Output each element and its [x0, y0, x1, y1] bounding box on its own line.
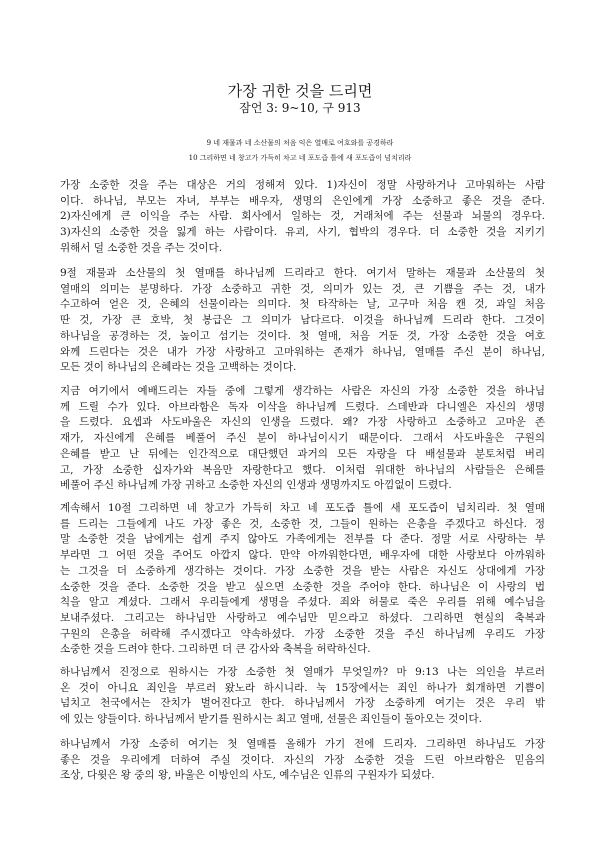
verse-line: 10 그리하면 네 창고가 가득히 차고 네 포도즙 틀에 새 포도즙이 넘치리라 [188, 154, 412, 162]
paragraph-line: 수고하여 얻은 것, 은혜의 선물이라는 의미다. 첫 타작하는 날, 고구마 처음 캔 것, 과일 처음 [60, 298, 545, 311]
paragraph-line: 에 있는 양들이다. 하나님께서 받기를 원하시는 최고 열매, 선물은 죄인들이 돌아오는 것이다. [60, 713, 483, 726]
paragraph-line: 부라면 그 어떤 것을 주어도 아깝지 않다. 만약 아까워한다면, 배우자에 대한 사랑보다 아까워하 [60, 549, 545, 562]
paragraph-line: 2)자신에게 큰 이익을 주는 사람. 회사에서 일하는 것, 거래처에 주는 선물과 뇌물의 경우다. [60, 210, 545, 223]
paragraph-line: 넘치고 천국에서는 잔치가 벌어진다고 한다. 하나님께서 가장 소중하게 여기는 것은 우리 밖 [60, 697, 545, 710]
paragraph-line: 는 그것을 더 소중하게 생각하는 것이다. 가장 소중한 것을 받는 사람은 자신도 상대에게 가장 [60, 564, 545, 577]
scripture-reference: 잠언 3: 9~10, 구 913 [239, 101, 361, 115]
paragraph-line: 조상, 다윗은 왕 중의 왕, 바울은 이방인의 사도, 예수님은 인류의 구원자가 되셨다. [60, 769, 435, 782]
paragraph-line: 하나님을 공경하는 것, 높이고 섬기는 것이다. 첫 열매, 처음 거둔 것, 가장 소중한 것을 여호 [60, 329, 545, 342]
paragraph-line: 하나님께서 가장 소중히 여기는 첫 열매를 올해가 가기 전에 드리자. 그리하면 하나님도 가장 [60, 738, 545, 750]
paragraph-line: 칙을 알고 계셨다. 그래서 우리들에게 생명을 주셨다. 죄와 허물로 죽은 우리를 위해 예수님을 [60, 596, 545, 609]
paragraph-line: 와께 드린다는 것은 내가 가장 사랑하고 고마워하는 존재가 하나님, 열매를 주신 분이 하나님, [60, 345, 545, 358]
paragraph-line: 이다. 하나님, 부모는 자녀, 부부는 배우자, 생명의 은인에게 가장 소중하고 좋은 것을 준다. [60, 194, 545, 207]
paragraph [60, 501, 545, 658]
paragraph-line: 고, 가장 소중한 십자가와 복음만 자랑한다고 했다. 이처럼 위대한 하나님의 사람들은 은혜를 [60, 463, 545, 476]
paragraph [60, 384, 545, 494]
paragraph-line: 을 드렸다. 요셉과 사도바울은 자신의 인생을 드렸다. 왜? 가장 사랑하고 소중하고 고마운 존 [60, 416, 545, 429]
paragraph-line: 소중한 것을 드려야 한다. 그리하면 더 큰 감사와 축복을 허락하신다. [60, 643, 371, 656]
paragraph-line: 온 것이 아니요 죄인을 부르러 왔노라 하시니라. 눅 15장에서는 죄인 하나가 회개하면 기쁨이 [60, 681, 545, 694]
paragraph [60, 178, 545, 257]
paragraph-line: 를 드리는 그들에게 나도 가장 좋은 것, 소중한 것, 그들이 원하는 은총을 주겠다고 하신다. 정 [60, 517, 545, 530]
paragraph-line: 위해서 덜 소중한 것을 주는 것이다. [60, 241, 223, 254]
paragraph [60, 737, 545, 784]
paragraph-line: 은혜를 받고 난 뒤에는 인간적으로 대단했던 과거의 모든 자랑을 다 배설물과 분토처럼 버리 [60, 447, 545, 460]
page-title: 가장 귀한 것을 드리면 [227, 82, 373, 100]
paragraph-line: 소중한 것을 준다. 소중한 것을 받고 싶으면 소중한 것을 주어야 한다. 하나님은 이 사랑의 법 [60, 580, 545, 593]
paragraph-line: 좋은 것을 우리에게 더하여 주실 것이다. 자신의 가장 소중한 것을 드린 아브라함은 믿음의 [60, 753, 545, 766]
paragraph-line: 9절 재물과 소산물의 첫 열매를 하나님께 드리라고 한다. 여기서 말하는 재물과 소산물의 첫 [60, 267, 545, 279]
paragraph-line: 딴 것, 가장 큰 호박, 첫 봉급은 그 의미가 남다르다. 이것을 하나님께 드리라 한다. 그것이 [60, 314, 545, 327]
paragraph-line: 께 드릴 수가 있다. 아브라함은 독자 이삭을 하나님께 드렸다. 스데반과 다니엘은 자신의 생명 [60, 400, 545, 413]
verse-line: 9 네 재물과 네 소산물의 처음 익은 열매로 여호와를 공경하라 [206, 139, 394, 147]
paragraph [60, 665, 545, 728]
paragraph-line: 말 소중한 것을 남에게는 쉽게 주지 않아도 가족에게는 전부를 다 준다. 정말 서로 사랑하는 부 [60, 533, 545, 546]
paragraph-line: 모든 것이 하나님의 은혜라는 것을 고백하는 것이다. [60, 361, 297, 374]
paragraph [60, 266, 545, 376]
paragraph-line: 베풀어 주신 하나님께 가장 귀하고 소중한 자신의 인생과 생명까지도 아낌없이 드렸다. [60, 479, 452, 492]
paragraph-line: 하나님께서 진정으로 원하시는 가장 소중한 첫 열매가 무엇일까? 마 9:13 나는 의인을 부르러 [60, 666, 545, 678]
paragraph-line: 계속해서 10절 그리하면 네 창고가 가득히 차고 네 포도즙 틀에 새 포도즙이 넘치리라. 첫 열매 [60, 502, 545, 514]
paragraph-line: 보내주셨다. 그리고는 하나님만 사랑하고 예수님만 믿으라고 하셨다. 그리하면 현실의 축복과 [60, 611, 545, 624]
paragraph-line: 열매의 의미는 분명하다. 가장 소중하고 귀한 것, 의미가 있는 것, 큰 기쁨을 주는 것, 내가 [60, 282, 545, 295]
paragraph-line: 3)자신의 소중한 것을 잃게 하는 사람이다. 유괴, 사기, 협박의 경우다. 더 소중한 것을 지키기 [60, 226, 545, 239]
paragraph-line: 구원의 은총을 허락해 주시겠다고 약속하셨다. 가장 소중한 것을 주신 하나님께 우리도 가장 [60, 627, 545, 640]
paragraph-line: 가장 소중한 것을 주는 대상은 거의 정해져 있다. 1)자신이 정말 사랑하거나 고마워하는 사람 [60, 179, 545, 191]
paragraph-line: 재가, 자신에게 은혜를 베풀어 주신 분이 하나님이시기 때문이다. 그래서 사도바울은 구원의 [60, 432, 545, 445]
paragraph-line: 지금 여기에서 예배드리는 자들 중에 그렇게 생각하는 사람은 자신의 가장 소중한 것을 하나님 [60, 385, 545, 397]
